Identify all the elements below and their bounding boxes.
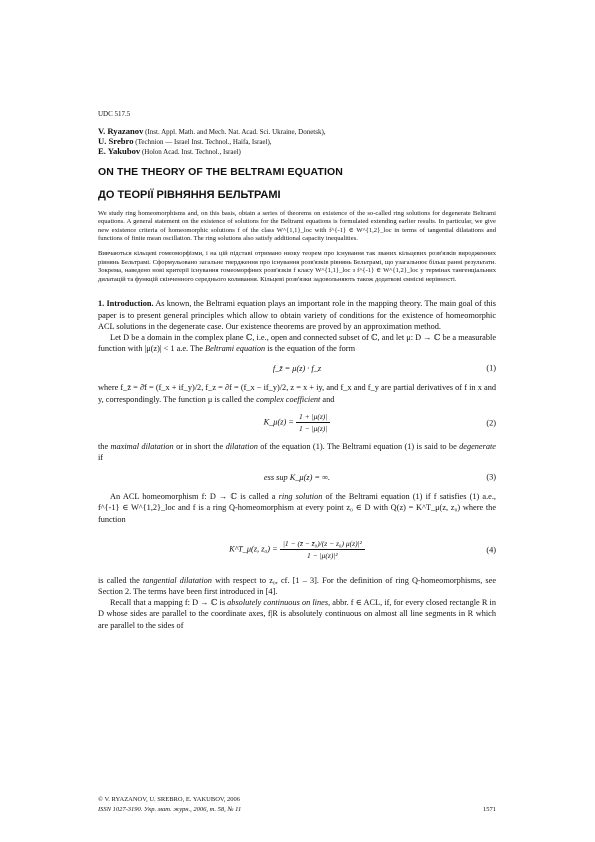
paper-page: [98, 110, 496, 631]
author-entry: [98, 137, 496, 147]
journal-issn: ISSN 1027-3190. Укр. мат. журн., 2006, т. 58, № 11: [98, 806, 242, 813]
abstract-english: We study ring homeomorphisms and, on this basis, obtain a series of theorems on existence of the so-called ring solutions for degenerate Beltrami equations. A general statement on the existence of solutions for the Beltrami equations is formulated extending earlier results. In particular, we give new existence criteria of homeomorphic solutions f of the class W^{1,1}_loc with f^{-1} ∈ W^{1,2}_loc in terms of tangential dilatations and functions of finite mean oscillation. The ring solutions also satisfy additional capacity inequalities.: [98, 209, 496, 243]
paragraph-text: the: [98, 441, 109, 451]
paragraph: [98, 332, 496, 354]
copyright-line: © V. RYAZANOV, U. SREBRO, E. YAKUBOV, 2006: [98, 796, 241, 803]
defined-term: Beltrami equation: [205, 344, 266, 354]
numerator: 1 + |μ(z)|: [296, 411, 330, 423]
defined-term: dilatation: [225, 441, 258, 451]
denominator: 1 − |μ(z)|²: [307, 551, 338, 561]
page-number: 1571: [483, 806, 496, 813]
defined-term: maximal dilatation: [110, 441, 174, 451]
equation-number: (4): [486, 545, 496, 555]
paragraph-text: where f_z̄ = ∂̄f = (f_x + if_y)/2, f_z = ∂f = (f_x − if_y)/2, z = x + iy, and f_x and f_y are partial derivatives of f in x and y, correspondingly. The function μ is called the: [98, 383, 496, 404]
paragraph-text: is called the: [98, 575, 140, 585]
paragraph: [98, 575, 496, 597]
numerator: |1 − (z̄ − z̄₀)/(z − z₀) μ(z)|²: [280, 538, 365, 550]
paragraph-text: of the equation (1). The Beltrami equation (1) is said to be: [260, 441, 457, 451]
equation-3: [98, 468, 496, 486]
equation-number: (1): [486, 363, 496, 373]
author-name: U. Srebro: [98, 136, 134, 147]
equation-4: [98, 530, 496, 570]
author-entry: [98, 127, 496, 137]
paragraph-text: if: [98, 452, 104, 462]
defined-term: tangential dilatation: [142, 575, 212, 585]
paragraph-text: As known, the Beltrami equation plays an important role in the mapping theory. The main goal of this paper is to present general principles which allow to obtain variety of conditions for the existence of homeomorphic ACL solutions in the degenerate case. Our existence theorems are proved by an approximation method.: [98, 299, 496, 331]
fraction: [280, 538, 365, 561]
page-footer: [98, 795, 496, 814]
paragraph-text: Let D be a domain in the complex plane ℂ, i.e., open and connected subset of ℂ, and let μ: D → ℂ be a measurable function with |μ(z)| < 1 a.e. The: [98, 332, 496, 354]
equation-2: [98, 410, 496, 436]
paragraph: [98, 441, 496, 463]
author-affiliation: (Inst. Appl. Math. and Mech. Nat. Acad. Sci. Ukraine, Donetsk),: [145, 128, 326, 136]
paragraph-text: , abbr. f ∈ ACL, if, for every closed rectangle R in D whose sides are parallel to the coordinate axes, f|R is absolutely continuous on almost all line segments in R which are parallel to the sides of: [98, 598, 496, 630]
author-affiliation: (Technion — Israel Inst. Technol., Haifa, Israel),: [135, 138, 272, 147]
author-name: V. Ryazanov: [98, 126, 144, 136]
equation-number: (3): [486, 472, 496, 482]
paragraph-text: with respect to z₀, cf. [1 – 3]. For the definition of ring Q-homeomorphisms, see Section 2. The terms have been first introduced in [4].: [98, 575, 496, 596]
equation-body: [98, 538, 496, 561]
paragraph-text: or in short the: [176, 441, 224, 451]
paper-title-ukrainian: ДО ТЕОРІЇ РІВНЯННЯ БЕЛЬТРАМІ: [98, 188, 281, 201]
equation-lhs: K^T_μ(z, z₀) =: [229, 544, 278, 554]
paragraph: [98, 382, 496, 404]
paragraph-text: and: [322, 394, 335, 404]
abstract-ukrainian: Вивчаються кільцеві гомеоморфізми, і на цій підставі отримано низку теорем про існування так званих кільцевих розв'язків виродженних рівнянь Бельтрамі. Сформульовано загальне твердження про існування розв'язків рівнянь Бельтрамі, що узагальнює більш ранні результати. Зокрема, наведено нові критерії існування гомеоморфних розв'язків f класу W^{1,1}_loc з f^{-1} ∈ W^{1,2}_loc у термінах тангенціальних дилатацій та функцій скінченного середнього коливання. Кільцеві розв'язки задовольняють також додаткові ємнісні нерівності.: [98, 249, 496, 283]
paragraph-text: of the Beltrami equation (1) if f satisfies (1) a.e., f^{-1} ∈ W^{1,2}_loc and f is a ring Q-homeomorphism at every point z₀ ∈ D with Q(z) = K^T_μ(z, z₀) where the function: [98, 492, 496, 524]
paper-body: [98, 298, 496, 630]
udc-code: UDC 517.5: [98, 110, 131, 118]
equation-1: [98, 359, 496, 377]
author-affiliation: (Holon Acad. Inst. Technol., Israel): [141, 148, 241, 157]
author-list: [98, 127, 496, 158]
denominator: 1 − |μ(z)|: [298, 424, 328, 434]
defined-term: degenerate: [459, 441, 496, 451]
footer-row: [98, 805, 496, 814]
fraction: [296, 411, 330, 434]
author-entry: [98, 147, 496, 157]
paragraph: [98, 597, 496, 631]
paper-title-english: ON THE THEORY OF THE BELTRAMI EQUATION: [98, 165, 343, 178]
intro-paragraph: [98, 298, 496, 332]
equation-body: [98, 411, 496, 434]
author-name: E. Yakubov: [98, 146, 141, 157]
section-heading: 1. Introduction.: [98, 299, 154, 309]
equation-body: ess sup K_μ(z) = ∞.: [263, 472, 331, 482]
defined-term: absolutely continuous on lines: [227, 598, 329, 608]
defined-term: ring solution: [278, 492, 323, 502]
paragraph-text: is the equation of the form: [267, 344, 356, 354]
paragraph: [98, 491, 496, 525]
paragraph-text: Recall that a mapping f: D → ℂ is: [110, 598, 225, 608]
equation-number: (2): [486, 418, 496, 428]
equation-body: f_z̄ = μ(z) · f_z: [272, 363, 322, 373]
defined-term: complex coefficient: [256, 394, 321, 404]
equation-lhs: K_μ(z) =: [263, 417, 294, 427]
paragraph-text: An ACL homeomorphism f: D → ℂ is called a: [110, 492, 276, 502]
